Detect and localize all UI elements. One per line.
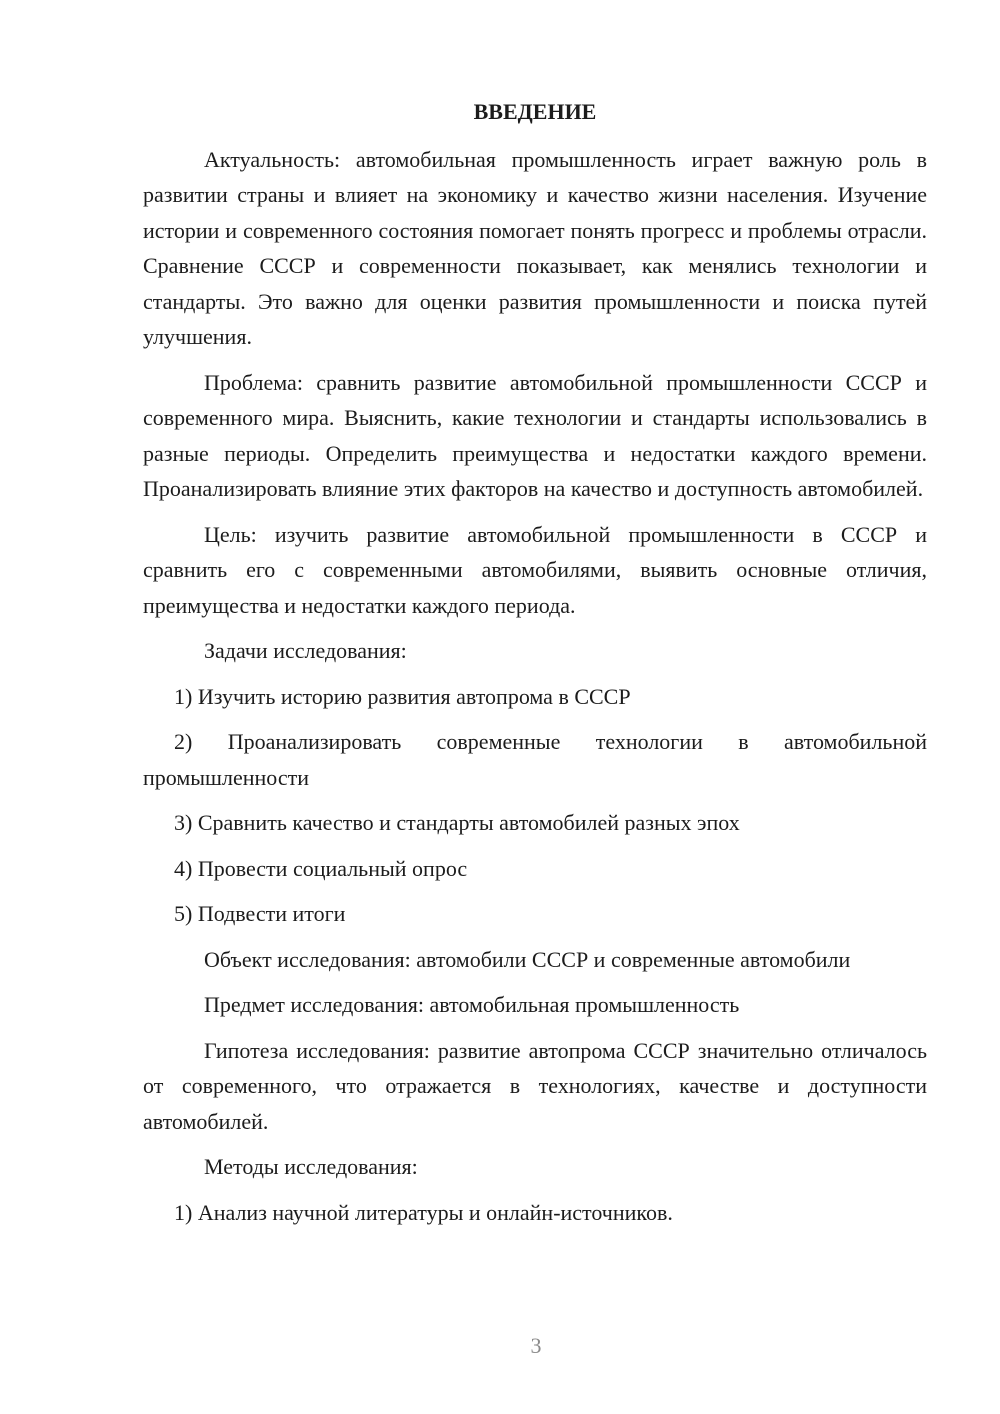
paragraph-relevance: Актуальность: автомобильная промышленность играет важную роль в развитии страны и влияет на экономику и качество жизни населения. Изучение истории и современного состояния помогает понять прогресс и проблемы отрасли. Сравнение СССР и современности показывает, как менялись технологии и стандарты. Это важно для оценки развития промышленности и поиска путей улучшения. [143, 146, 927, 349]
paragraph-hypothesis: Гипотеза исследования: развитие автопрома СССР значительно отличалось от современного, что отражается в технологиях, качестве и доступности автомобилей. [143, 1037, 927, 1134]
methods-heading: Методы исследования: [204, 1154, 418, 1179]
task-item-3: 3) Сравнить качество и стандарты автомобилей разных эпох [174, 810, 740, 835]
paragraph-goal: Цель: изучить развитие автомобильной промышленности в СССР и сравнить его с современными автомобилями, выявить основные отличия, преимущества и недостатки каждого периода. [143, 521, 927, 618]
task-item-5: 5) Подвести итоги [174, 901, 346, 926]
tasks-heading: Задачи исследования: [204, 638, 407, 663]
paragraph-object: Объект исследования: автомобили СССР и современные автомобили [204, 946, 851, 972]
page-title: ВВЕДЕНИЕ [473, 99, 597, 124]
task-item-1: 1) Изучить историю развития автопрома в СССР [174, 683, 631, 709]
paragraph-problem: Проблема: сравнить развитие автомобильной промышленности СССР и современного мира. Выяснить, какие технологии и стандарты использовались в разные периоды. Определить преимущества и недостатки каждого времени. Проанализировать влияние этих факторов на качество и доступность автомобилей. [143, 369, 927, 501]
task-item-4: 4) Провести социальный опрос [174, 855, 468, 881]
paragraph-subject: Предмет исследования: автомобильная промышленность [204, 992, 740, 1017]
method-item-1: 1) Анализ научной литературы и онлайн-источников. [174, 1199, 673, 1225]
page-body [143, 94, 927, 1240]
page-number: 3 [530, 1333, 542, 1358]
task-item-2: 2) Проанализировать современные технологии в автомобильной промышленности [143, 729, 927, 790]
